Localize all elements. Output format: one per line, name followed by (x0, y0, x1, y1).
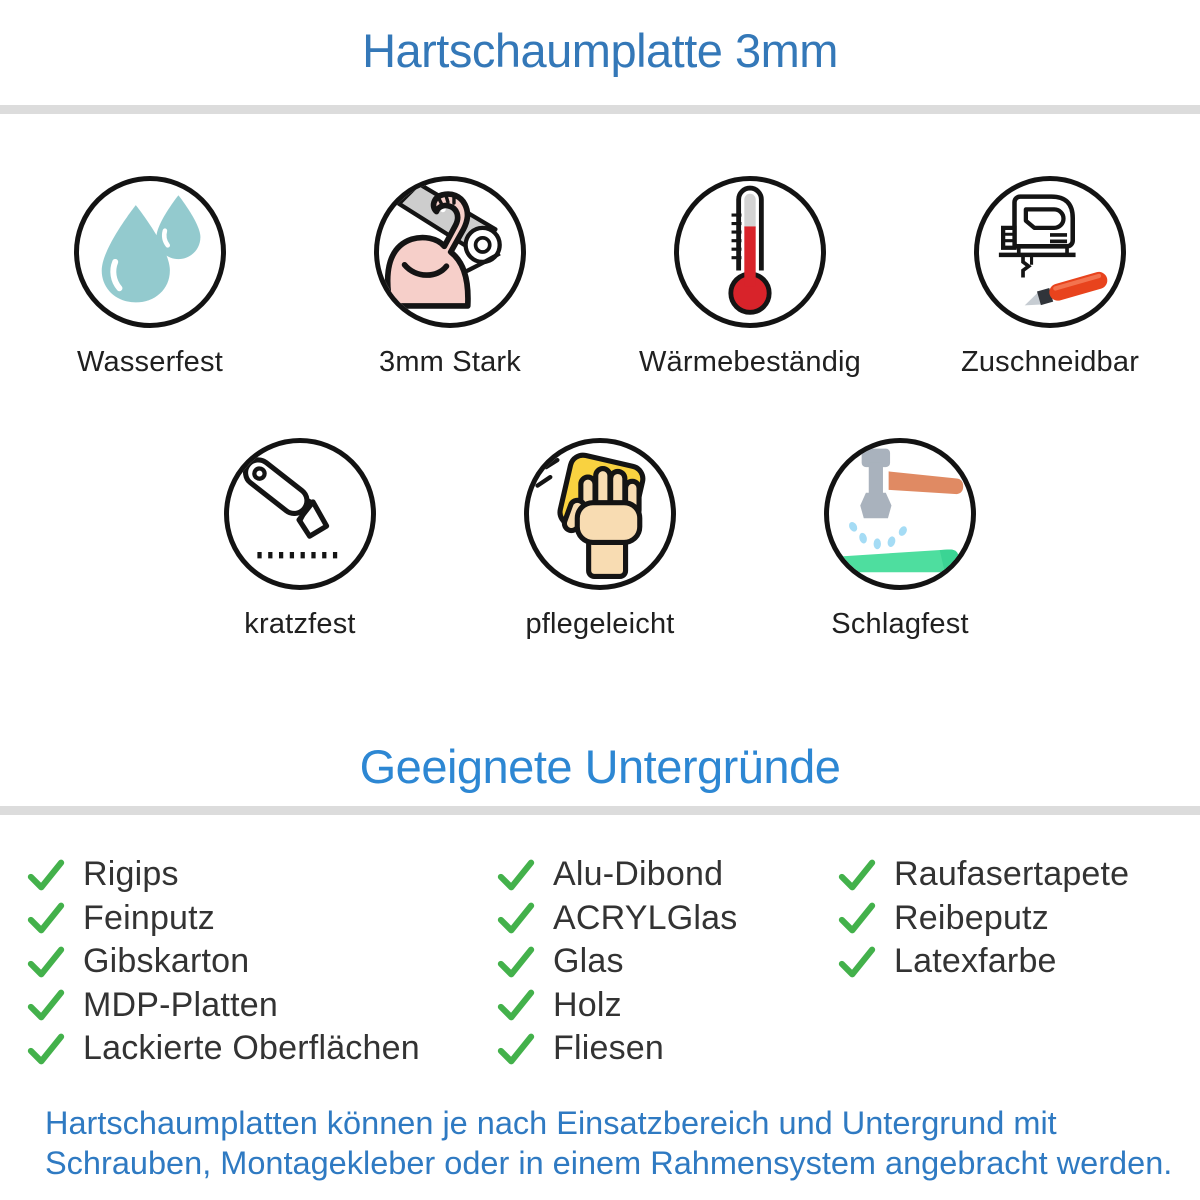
section-title-untergruende: Geeignete Untergründe (359, 740, 841, 793)
feature-label: Wasserfest (77, 346, 223, 378)
substrate-item (837, 940, 1129, 984)
substrate-item (837, 897, 1129, 941)
substrate-item (26, 984, 420, 1028)
substrate-label: Feinputz (83, 898, 216, 937)
substrate-item (496, 940, 737, 984)
substrate-column-3 (837, 853, 1129, 984)
footer-line-1: Hartschaumplatten können je nach Einsatzbereich und Untergrund mit (45, 1105, 1057, 1141)
feature-label: 3mm Stark (379, 346, 521, 378)
features-row-1 (0, 176, 1200, 379)
feature-circle (524, 438, 676, 590)
substrate-label: Raufasertapete (894, 855, 1130, 894)
feature-circle (224, 438, 376, 590)
cleaning-hand-icon (529, 443, 671, 585)
feature-circle (374, 176, 526, 328)
feature-label: Zuschneidbar (960, 346, 1140, 378)
muscle-arm-roll-icon (379, 181, 521, 323)
substrate-label: Reibeputz (894, 898, 1049, 937)
footer-note (45, 1103, 1180, 1183)
check-icon (26, 901, 66, 935)
divider-middle (0, 806, 1200, 815)
water-drops-icon (79, 181, 221, 323)
feature-3mm-stark (300, 176, 600, 379)
substrate-item (26, 1027, 420, 1071)
check-icon (837, 858, 877, 892)
substrate-label: ACRYLGlas (553, 898, 738, 937)
substrate-label: Latexfarbe (894, 942, 1057, 981)
substrate-label: Fliesen (553, 1029, 665, 1068)
substrate-item (496, 1027, 737, 1071)
feature-kratzfest (150, 438, 450, 641)
check-icon (496, 1032, 536, 1066)
feature-circle (824, 438, 976, 590)
check-icon (26, 1032, 66, 1066)
feature-label: pflegeleicht (525, 608, 675, 640)
thermometer-icon (679, 181, 821, 323)
check-icon (496, 988, 536, 1022)
footer-line-2: Schrauben, Montagekleber oder in einem Rahmensystem angebracht werden. (45, 1145, 1173, 1181)
page-title: Hartschaumplatte 3mm (362, 24, 838, 77)
check-icon (26, 988, 66, 1022)
feature-zuschneidbar (900, 176, 1200, 379)
substrate-label: Gibskarton (83, 942, 250, 981)
hammer-impact-icon (829, 443, 971, 585)
check-icon (496, 901, 536, 935)
check-icon (496, 945, 536, 979)
substrate-column-1 (26, 853, 420, 1071)
substrate-label: Glas (553, 942, 624, 981)
features-row-2 (0, 438, 1200, 641)
substrate-label: Alu-Dibond (553, 855, 724, 894)
feature-circle (74, 176, 226, 328)
feature-label: Wärmebeständig (638, 346, 861, 378)
substrate-item (496, 853, 737, 897)
feature-waermebestaendig (600, 176, 900, 379)
substrate-label: Rigips (83, 855, 179, 894)
feature-pflegeleicht (450, 438, 750, 641)
divider-top (0, 105, 1200, 114)
substrate-item (837, 853, 1129, 897)
feature-circle (974, 176, 1126, 328)
substrate-item (26, 940, 420, 984)
check-icon (26, 858, 66, 892)
check-icon (837, 901, 877, 935)
substrate-label: Holz (553, 985, 622, 1024)
feature-wasserfest (0, 176, 300, 379)
substrate-label: MDP-Platten (83, 985, 278, 1024)
substrate-item (496, 984, 737, 1028)
check-icon (837, 945, 877, 979)
substrate-item (496, 897, 737, 941)
utility-knife-icon (229, 443, 371, 585)
feature-label: Schlagfest (831, 608, 969, 640)
substrate-item (26, 853, 420, 897)
substrate-item (26, 897, 420, 941)
check-icon (26, 945, 66, 979)
feature-circle (674, 176, 826, 328)
substrate-label: Lackierte Oberflächen (83, 1029, 420, 1068)
substrate-column-2 (496, 853, 737, 1071)
check-icon (496, 858, 536, 892)
feature-label: kratzfest (244, 608, 356, 640)
jigsaw-knife-icon (979, 181, 1121, 323)
feature-schlagfest (750, 438, 1050, 641)
